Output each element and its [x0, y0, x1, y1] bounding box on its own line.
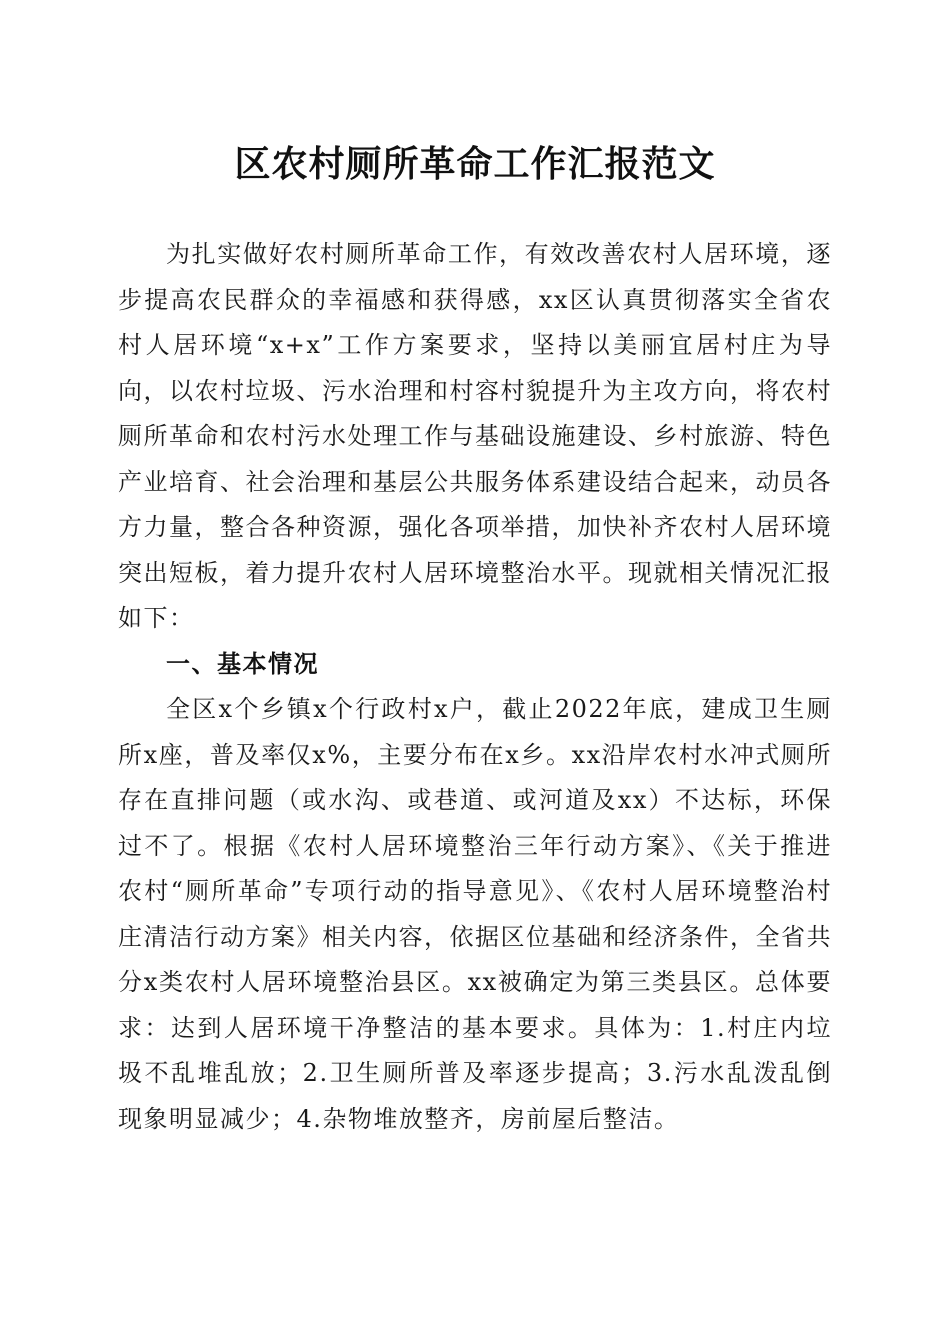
section-heading-basic-situation: 一、基本情况 [166, 649, 319, 678]
intro-paragraph: 为扎实做好农村厕所革命工作，有效改善农村人居环境，逐步提高农民群众的幸福感和获得感，xx区认真贯彻落实全省农村人居环境“x+x”工作方案要求，坚持以美丽宜居村庄为导向，以农村垃圾、污水治理和村容村貌提升为主攻方向，将农村厕所革命和农村污水处理工作与基础设施建设、乡村旅游、特色产业培育、社会治理和基层公共服务体系建设结合起来，动员各方力量，整合各种资源，强化各项举措，加快补齐农村人居环境突出短板，着力提升农村人居环境整治水平。现就相关情况汇报如下： [118, 240, 832, 632]
basic-situation-paragraph: 全区x个乡镇x个行政村x户，截止2022年底，建成卫生厕所x座，普及率仅x%，主要分布在x乡。xx沿岸农村水冲式厕所存在直排问题（或水沟、或巷道、或河道及xx）不达标，环保过不了。根据《农村人居环境整治三年行动方案》、《关于推进农村“厕所革命”专项行动的指导意见》、《农村人居环境整治村庄清洁行动方案》相关内容，依据区位基础和经济条件，全省共分x类农村人居环境整治县区。xx被确定为第三类县区。总体要求：达到人居环境干净整洁的基本要求。具体为：1.村庄内垃圾不乱堆乱放；2.卫生厕所普及率逐步提高；3.污水乱泼乱倒现象明显减少；4.杂物堆放整齐，房前屋后整洁。 [118, 695, 832, 1133]
document-body [118, 232, 832, 1142]
document-title: 区农村厕所革命工作汇报范文 [234, 143, 716, 185]
